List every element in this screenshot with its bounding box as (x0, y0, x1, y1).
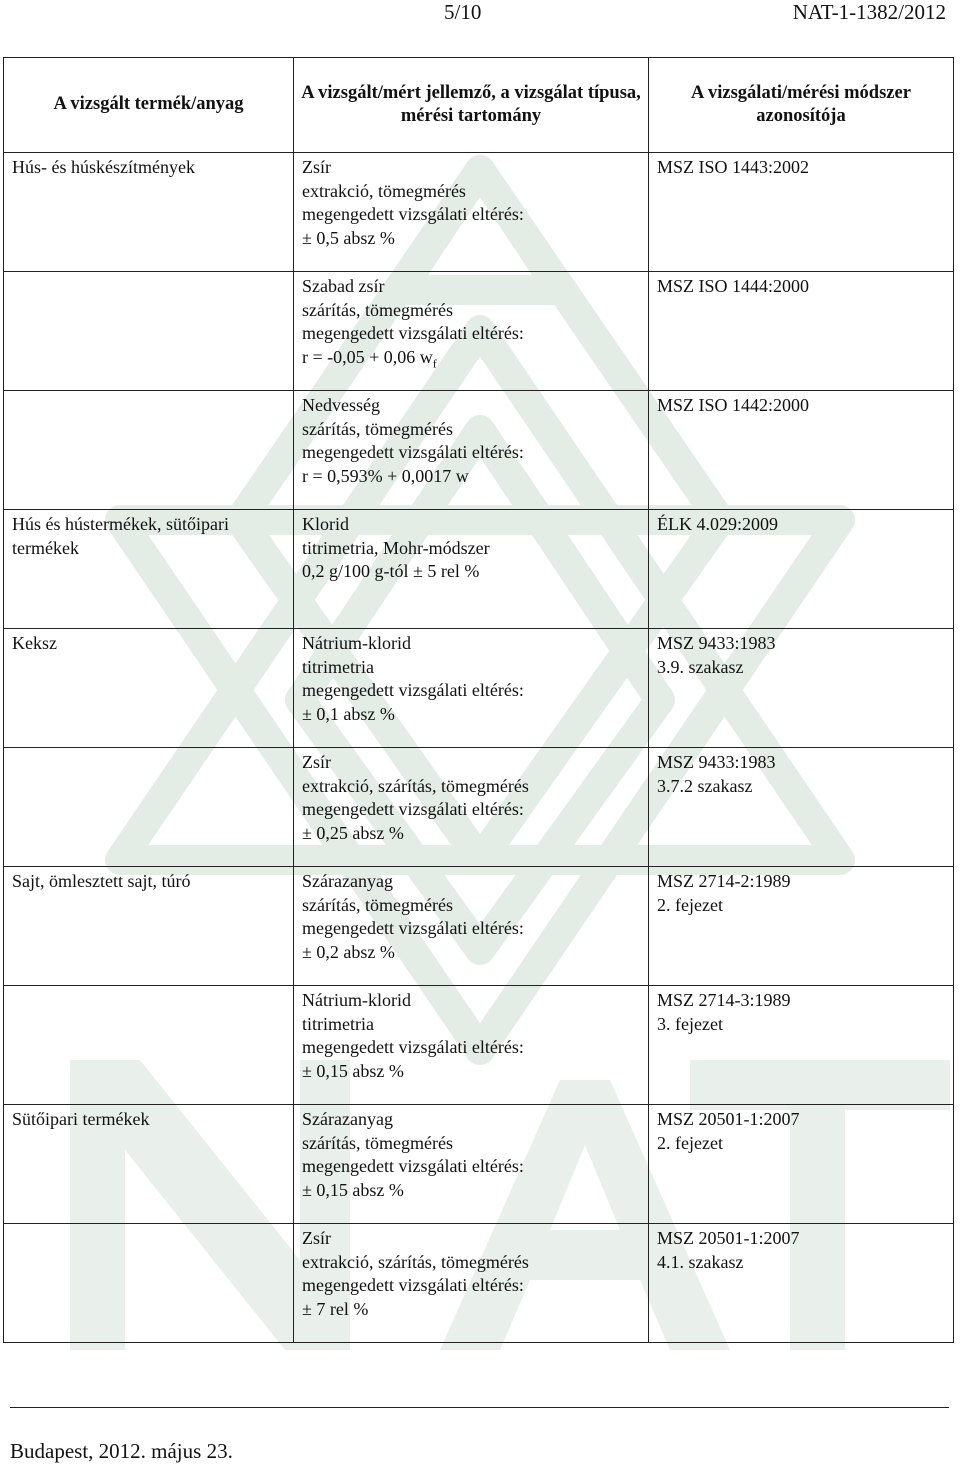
method-line: 2. fejezet (657, 894, 723, 915)
product-text: Keksz (12, 633, 57, 653)
property-line: ± 0,2 absz % (302, 941, 395, 962)
property-line: megengedett vizsgálati eltérés: (302, 1156, 524, 1176)
method-line: MSZ 2714-3:1989 (657, 990, 791, 1010)
property-line: ± 0,25 absz % (302, 822, 404, 843)
column-header-method: A vizsgálati/mérési módszer azonosítója (649, 58, 954, 153)
table-row (4, 272, 954, 391)
method-line: MSZ ISO 1443:2002 (657, 157, 810, 177)
method-cell (649, 629, 954, 748)
method-line: MSZ ISO 1444:2000 (657, 276, 810, 296)
product-text: Hús és hústermékek, sütőipari termékek (12, 514, 229, 558)
method-line: 3.7.2 szakasz (657, 775, 753, 796)
property-line: 0,2 g/100 g-tól ± 5 rel % (302, 561, 480, 581)
product-text: Hús- és húskészítmények (12, 157, 195, 177)
product-cell (4, 1105, 294, 1224)
property-cell (294, 1224, 649, 1343)
property-cell (294, 748, 649, 867)
method-line: MSZ 20501-1:2007 (657, 1228, 800, 1248)
property-line: extrakció, szárítás, tömegmérés (302, 775, 529, 796)
product-cell (4, 629, 294, 748)
method-cell (649, 748, 954, 867)
property-line: megengedett vizsgálati eltérés: (302, 323, 524, 343)
column-header-property: A vizsgált/mért jellemző, a vizsgálat típusa, mérési tartomány (294, 58, 649, 153)
table-header-row (4, 58, 954, 153)
product-cell (4, 272, 294, 391)
product-cell (4, 867, 294, 986)
method-line: MSZ 9433:1983 (657, 752, 776, 772)
property-line: Szárazanyag (302, 871, 393, 891)
property-line: extrakció, tömegmérés (302, 180, 466, 201)
property-line: r = 0,593% + 0,0017 w (302, 465, 469, 486)
method-cell (649, 272, 954, 391)
property-line: Szárazanyag (302, 1109, 393, 1129)
method-cell (649, 986, 954, 1105)
method-line: ÉLK 4.029:2009 (657, 514, 778, 534)
property-formula (302, 346, 640, 376)
property-line: megengedett vizsgálati eltérés: (302, 442, 524, 462)
method-line: 4.1. szakasz (657, 1251, 744, 1272)
table-row (4, 629, 954, 748)
method-line: MSZ 9433:1983 (657, 633, 776, 653)
property-line: Klorid (302, 514, 349, 534)
property-line: ± 0,5 absz % (302, 227, 395, 248)
method-line: MSZ ISO 1442:2000 (657, 395, 810, 415)
product-cell (4, 986, 294, 1105)
method-cell (649, 867, 954, 986)
property-line: ± 0,15 absz % (302, 1179, 404, 1200)
property-line: megengedett vizsgálati eltérés: (302, 680, 524, 700)
formula-text: r = -0,05 + 0,06 w (302, 346, 433, 367)
method-line: 3. fejezet (657, 1013, 723, 1034)
method-line: MSZ 20501-1:2007 (657, 1109, 800, 1129)
method-cell (649, 1224, 954, 1343)
method-cell (649, 1105, 954, 1224)
property-cell (294, 272, 649, 391)
column-header-product: A vizsgált termék/anyag (4, 58, 294, 153)
property-cell (294, 391, 649, 510)
property-line: megengedett vizsgálati eltérés: (302, 799, 524, 819)
property-line: Zsír (302, 157, 331, 177)
property-cell (294, 510, 649, 629)
formula-subscript: f (432, 356, 437, 371)
footer-divider (10, 1407, 949, 1408)
product-cell (4, 748, 294, 867)
property-cell (294, 1105, 649, 1224)
property-line: titrimetria (302, 656, 374, 677)
property-line: Nedvesség (302, 395, 380, 415)
property-line: ± 0,1 absz % (302, 703, 395, 724)
product-cell (4, 510, 294, 629)
table-row (4, 510, 954, 629)
method-line: 2. fejezet (657, 1132, 723, 1153)
property-line: szárítás, tömegmérés (302, 894, 453, 915)
product-text: Sütőipari termékek (12, 1109, 150, 1129)
table-row (4, 986, 954, 1105)
property-line: szárítás, tömegmérés (302, 299, 453, 320)
property-line: titrimetria (302, 1013, 374, 1034)
property-cell (294, 629, 649, 748)
page-header (0, 0, 960, 30)
method-line: 3.9. szakasz (657, 656, 744, 677)
property-line: Zsír (302, 752, 331, 772)
property-line: ± 7 rel % (302, 1298, 369, 1319)
property-line: szárítás, tömegmérés (302, 418, 453, 439)
method-line: MSZ 2714-2:1989 (657, 871, 791, 891)
table-row (4, 748, 954, 867)
page-number: 5/10 (444, 0, 482, 24)
property-line: megengedett vizsgálati eltérés: (302, 204, 524, 224)
accreditation-scope-table (3, 57, 954, 1343)
footer-date: Budapest, 2012. május 23. (10, 1439, 233, 1463)
property-line: Zsír (302, 1228, 331, 1248)
property-cell (294, 986, 649, 1105)
method-cell (649, 153, 954, 272)
table-row (4, 1105, 954, 1224)
property-line: megengedett vizsgálati eltérés: (302, 1275, 524, 1295)
product-cell (4, 391, 294, 510)
property-line: szárítás, tömegmérés (302, 1132, 453, 1153)
table-row (4, 153, 954, 272)
document-code: NAT-1-1382/2012 (792, 0, 946, 24)
table-row (4, 1224, 954, 1343)
method-cell (649, 391, 954, 510)
property-line: Szabad zsír (302, 276, 385, 296)
property-line: Nátrium-klorid (302, 990, 411, 1010)
property-line: megengedett vizsgálati eltérés: (302, 1037, 524, 1057)
method-cell (649, 510, 954, 629)
property-line: extrakció, szárítás, tömegmérés (302, 1251, 529, 1272)
product-text: Sajt, ömlesztett sajt, túró (12, 871, 191, 891)
property-cell (294, 153, 649, 272)
property-line: titrimetria, Mohr-módszer (302, 537, 490, 558)
product-cell (4, 1224, 294, 1343)
property-line: Nátrium-klorid (302, 633, 411, 653)
product-cell (4, 153, 294, 272)
property-cell (294, 867, 649, 986)
table-row (4, 867, 954, 986)
table-row (4, 391, 954, 510)
property-line: ± 0,15 absz % (302, 1060, 404, 1081)
property-line: megengedett vizsgálati eltérés: (302, 918, 524, 938)
